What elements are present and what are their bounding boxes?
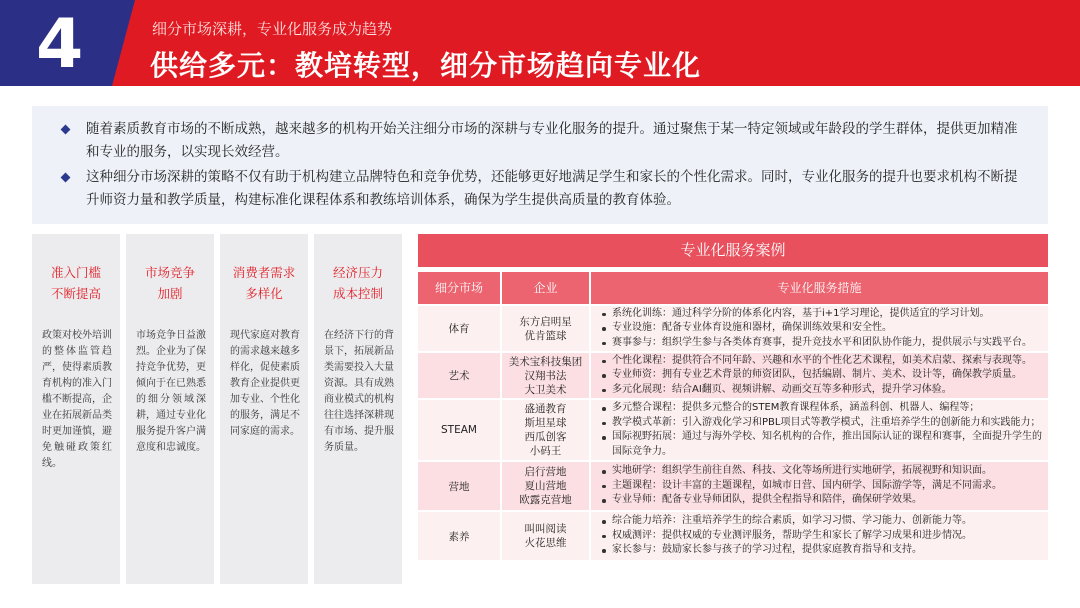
- factor-body: 政策对校外培训的整体监管趋严，使得素质教育机构的准入门槛不断提高，企业在拓展新品类时更加谨慎，避免触碰政策红线。: [42, 330, 112, 469]
- column-header-market: 细分市场: [418, 272, 500, 304]
- measures-cell: [591, 353, 1048, 398]
- list-item: 专业导师：配备专业导师团队，提供全程指导和陪伴，确保研学效果。: [601, 493, 1002, 508]
- market-cell: STEAM: [418, 400, 500, 460]
- list-item: 综合能力培养：注重培养学生的综合素质，如学习习惯、学习能力、创新能力等。: [601, 514, 972, 529]
- market-cell: 营地: [418, 462, 500, 510]
- list-item: 家长参与：鼓励家长参与孩子的学习过程，提供家庭教育指导和支持。: [601, 543, 972, 558]
- list-item: 专业师资：拥有专业艺术背景的师资团队，包括编剧、制片、美术、设计等，确保教学质量。: [601, 368, 1032, 383]
- list-item: 权威测评：提供权威的专业测评服务，帮助学生和家长了解学习成果和进步情况。: [601, 529, 972, 544]
- table-row: [418, 512, 1048, 560]
- measures-cell: [591, 306, 1048, 351]
- cases-heading: 专业化服务案例: [418, 234, 1048, 267]
- table-row: [418, 353, 1048, 398]
- page-title: 供给多元：教培转型，细分市场趋向专业化: [150, 49, 702, 82]
- intro-box: [32, 106, 1048, 224]
- market-cell: 体育: [418, 306, 500, 351]
- table-row: [418, 462, 1048, 510]
- page-subtitle: 细分市场深耕，专业化服务成为趋势: [152, 20, 393, 38]
- table-header-row: [418, 272, 1048, 304]
- measures-list: [601, 464, 1002, 508]
- list-item: 个性化课程：提供符合不同年龄、兴趣和水平的个性化艺术课程，如美术启蒙、探索与表现等。: [601, 354, 1032, 369]
- header-banner: [0, 0, 1080, 86]
- list-item: 主题课程：设计丰富的主题课程，如城市日营、国内研学、国际游学等，满足不同需求。: [601, 479, 1002, 494]
- factor-card-entry-threshold: [32, 234, 120, 584]
- list-item: 国际视野拓展：通过与海外学校、知名机构的合作，推出国际认证的课程和赛事，全面提升学生的国际竞争力。: [601, 430, 1048, 459]
- factor-body: 市场竞争日益激烈。企业为了保持竞争优势，更倾向于在已熟悉的细分领域深耕，通过专业化服务提升客户满意度和忠诚度。: [136, 330, 206, 453]
- section-number: 4: [36, 5, 84, 84]
- company-cell: 东方启明星 优肯篮球: [502, 306, 589, 351]
- diamond-bullet-icon: [61, 125, 71, 135]
- factor-title: 市场竞争 加剧: [144, 265, 195, 301]
- factor-body: 在经济下行的背景下，拓展新品类需要投入大量资源。具有成熟商业模式的机构往往选择深耕现有市场、提升服务质量。: [324, 330, 394, 453]
- list-item: 教学模式革新：引入游戏化学习和PBL项目式等教学模式，注重培养学生的创新能力和实践能力；: [601, 416, 1048, 431]
- list-item: 专业设施：配备专业体育设施和器材，确保训练效果和安全性。: [601, 321, 1032, 336]
- table-row: [418, 306, 1048, 351]
- diamond-bullet-icon: [61, 173, 71, 183]
- column-header-company: 企业: [502, 272, 589, 304]
- factor-title: 准入门槛 不断提高: [50, 265, 101, 301]
- section-number-block: [0, 0, 135, 86]
- factor-title: 经济压力 成本控制: [332, 265, 383, 301]
- factor-card-economic-pressure: [314, 234, 402, 584]
- measures-cell: [591, 400, 1048, 460]
- measures-cell: [591, 512, 1048, 560]
- company-cell: 叫叫阅读 火花思维: [502, 512, 589, 560]
- measures-list: [601, 354, 1032, 398]
- intro-paragraph: 这种细分市场深耕的策略不仅有助于机构建立品牌特色和竞争优势，还能够更好地满足学生和家长的个性化需求。同时，专业化服务的提升也要求机构不断提升师资力量和教学质量，构建标准化课程体系和教练培训体系，确保为学生提供高质量的教育体验。: [62, 166, 1024, 212]
- list-item: 多元整合课程：提供多元整合的STEM教育课程体系，涵盖科创、机器人、编程等；: [601, 401, 1048, 416]
- list-item: 实地研学：组织学生前往自然、科技、文化等场所进行实地研学，拓展视野和知识面。: [601, 464, 1002, 479]
- company-cell: 美术宝科技集团 汉翔书法 大卫美术: [502, 353, 589, 398]
- column-header-measures: 专业化服务措施: [591, 272, 1048, 304]
- list-item: 系统化训练：通过科学分阶的体系化内容，基于i+1学习理论，提供适宜的学习计划。: [601, 307, 1032, 322]
- measures-cell: [591, 462, 1048, 510]
- market-cell: 艺术: [418, 353, 500, 398]
- table-row: [418, 400, 1048, 460]
- measures-list: [601, 514, 972, 558]
- company-cell: 盛通教育 斯坦星球 西瓜创客 小码王: [502, 400, 589, 460]
- company-cell: 启行营地 夏山营地 欧露克营地: [502, 462, 589, 510]
- list-item: 赛事参与：组织学生参与各类体育赛事，提升竞技水平和团队协作能力，提供展示与实践平台。: [601, 336, 1032, 351]
- factor-card-consumer-demand: [220, 234, 308, 584]
- market-cell: 素养: [418, 512, 500, 560]
- factor-title: 消费者需求 多样化: [232, 265, 296, 301]
- intro-paragraph: 随着素质教育市场的不断成熟，越来越多的机构开始关注细分市场的深耕与专业化服务的提升。通过聚焦于某一特定领域或年龄段的学生群体，提供更加精准和专业的服务，以实现长效经营。: [62, 118, 1024, 164]
- factor-body: 现代家庭对教育的需求越来越多样化，促使素质教育企业提供更加专业、个性化的服务，满足不同家庭的需求。: [230, 330, 300, 437]
- list-item: 多元化展现：结合AI翻页、视频讲解、动画交互等多种形式，提升学习体验。: [601, 383, 1032, 398]
- measures-list: [601, 401, 1048, 459]
- measures-list: [601, 307, 1032, 351]
- factor-card-competition: [126, 234, 214, 584]
